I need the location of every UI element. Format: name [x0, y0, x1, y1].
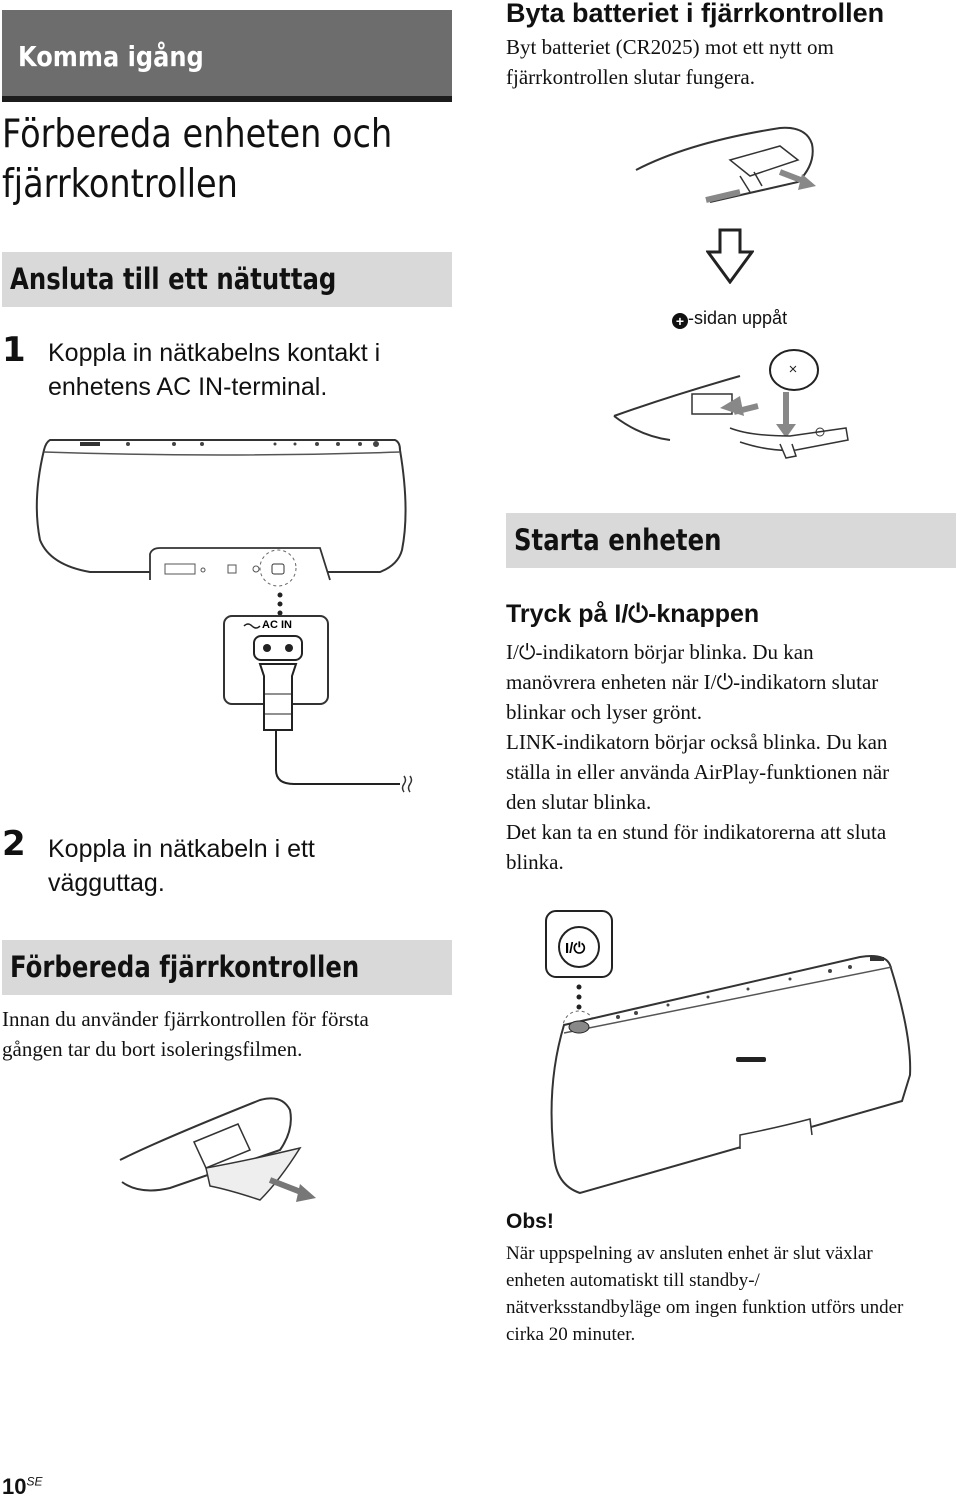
note-line: enheten automatiskt till standby-/ — [506, 1270, 760, 1291]
section-remote-title: Förbereda fjärrkontrollen — [10, 950, 360, 984]
section-ac-title: Ansluta till ett nätuttag — [10, 262, 337, 296]
remote-film-illustration — [110, 1090, 340, 1210]
plus-circle-icon: + — [672, 313, 688, 329]
start-line: Det kan ta en stund för indikatorerna att sluta — [506, 820, 887, 844]
note-line: När uppspelning av ansluten enhet är slut växlar — [506, 1243, 873, 1264]
start-line: LINK-indikatorn börjar också blinka. Du kan — [506, 730, 888, 754]
start-line: ställa in eller använda AirPlay-funktionen när — [506, 760, 890, 784]
start-instructions — [506, 637, 889, 877]
start-heading: Tryck på I/⏻-knappen — [506, 600, 760, 628]
page-title-line2: fjärrkontrollen — [2, 162, 238, 207]
section-ac-header — [2, 252, 452, 307]
ac-in-label: AC IN — [262, 619, 292, 631]
section-start-header — [506, 513, 956, 568]
section-start-title: Starta enheten — [514, 523, 722, 557]
page-title — [2, 110, 393, 210]
step1-line2: enhetens AC IN-terminal. — [48, 373, 328, 401]
page-number-value: 10 — [2, 1474, 27, 1499]
battery-text — [506, 32, 834, 92]
note-text — [506, 1240, 903, 1348]
step1-text — [48, 336, 380, 404]
battery-title: Byta batteriet i fjärrkontrollen — [506, 0, 885, 28]
down-arrow-icon — [706, 228, 754, 284]
step2-number: 2 — [2, 824, 26, 864]
battery-plus-label: -sidan uppåt — [688, 308, 788, 328]
chapter-title: Komma igång — [18, 40, 204, 73]
battery-text-line1: Byt batteriet (CR2025) mot ett nytt om — [506, 35, 834, 59]
step2-line2: vägguttag. — [48, 869, 165, 897]
start-line: manövrera enheten när I/⏻-indikatorn slutar — [506, 670, 879, 694]
battery-plus-side — [672, 308, 787, 329]
start-line: den slutar blinka. — [506, 790, 652, 814]
speaker-power-illustration — [540, 905, 920, 1205]
note-heading: Obs! — [506, 1210, 554, 1233]
section-remote-header — [2, 940, 452, 995]
remote-text — [2, 1004, 369, 1064]
start-line: blinkar och lyser grönt. — [506, 700, 702, 724]
page-number — [2, 1474, 43, 1500]
page-title-line1: Förbereda enheten och — [2, 112, 393, 157]
battery-insert-illustration — [610, 336, 860, 466]
battery-text-line2: fjärrkontrollen slutar fungera. — [506, 65, 755, 89]
start-line: blinka. — [506, 850, 564, 874]
step1-line1: Koppla in nätkabelns kontakt i — [48, 339, 381, 367]
note-line: nätverksstandbyläge om ingen funktion utförs under — [506, 1297, 904, 1318]
page-number-suffix: SE — [26, 1474, 43, 1489]
step1-number: 1 — [2, 330, 26, 370]
remote-text-line1: Innan du använder fjärrkontrollen för första — [2, 1007, 369, 1031]
power-button-label: I/⏻ — [565, 940, 586, 957]
start-line: I/⏻-indikatorn börjar blinka. Du kan — [506, 640, 814, 664]
battery-remove-illustration — [630, 120, 830, 210]
step2-line1: Koppla in nätkabeln i ett — [48, 835, 315, 863]
step2-text — [48, 832, 315, 900]
speaker-ac-illustration — [30, 430, 450, 810]
note-line: cirka 20 minuter. — [506, 1324, 636, 1345]
remote-text-line2: gången tar du bort isoleringsfilmen. — [2, 1037, 303, 1061]
chapter-banner — [2, 10, 452, 102]
